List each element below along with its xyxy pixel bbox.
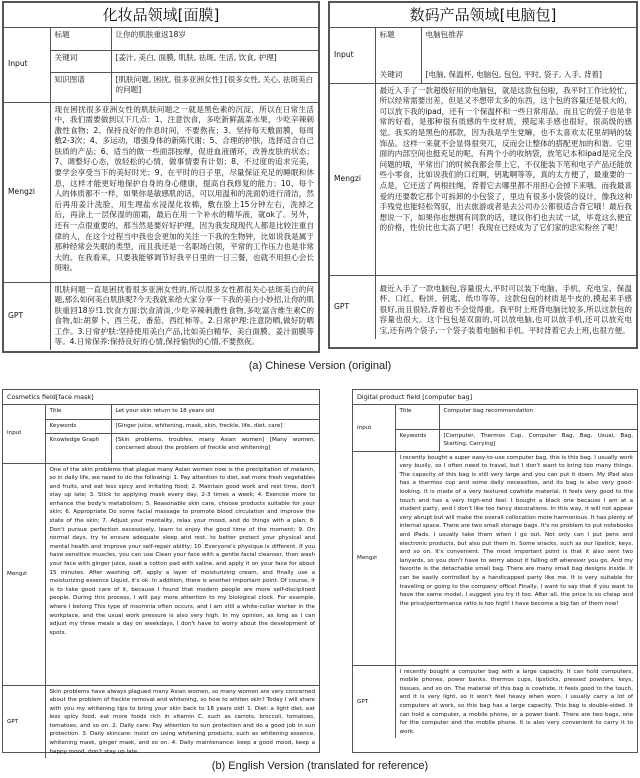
mengzi-output: 现在困扰很多亚洲女性的肌肤问题之一就是黑色素的沉淀，所以在日常生活中，我们需要做到以下几点：1、注意饮食，多吃新鲜蔬菜水果，少吃辛辣刺激性食物；2、保持良好的作息时间，不要熬夜；3、坚持每天敷面膜，每周敷2-3次；4、多运动，增强身体的新陈代谢；5、合理的护肤，选择适合自己肤质的产品；6、适当的做一些面部按摩，促进血液循环，改善皮肤的状态；7、调整好心态，放轻松的心情，做事情要有计划；8、不过度的追求完美，要学会享受当下的美好时光；9、在平时的日子里，尽量保证充足的睡眠和休息，这样才能更好地保护自身的身心健康，提高自我修复的能力；10、每个人的体质都不一样，如果你是敏感肌的话，可以用温和的洗面奶进行清洁，然后再用姜汁洗脸，用生理盐水浸湿化妆棉，敷在脸上15分钟左右，洗掉之后，再涂上一层保湿的面霜，最后在用一个补水的精华液，就ok了。另外，还有一点很重要的，那当然是要好好护理，因为我发现现代人都是比较注重自律的人，在这个过程当中我也会更加的关注一下我的生物钟，比如说我是属于那种经常会失眠的类型，而且我还是一名职场白领，平常的工作压力也是非常大的。在我看来，只要我能够调节好我平日里的一日三餐，也就不用担心会长斑啦。	[50, 102, 318, 282]
field-value: [Ginger juice, whitening, mask, skin, freckle, life, diet, care]	[111, 419, 319, 433]
en-cosmetics-title: Cosmetics field[face mask]	[3, 390, 319, 405]
field-value: Let your skin return to 18 years old	[111, 405, 319, 419]
field-key: Title	[45, 405, 111, 419]
field-key: Keywords	[45, 419, 111, 433]
gpt-label: GPT	[330, 275, 375, 338]
field-value: 让你的肌肤重返18岁	[111, 28, 318, 50]
gpt-label: GPT	[4, 282, 50, 350]
zh-digital-table	[330, 28, 636, 339]
en-digital-panel	[352, 389, 638, 753]
field-key: 标题	[50, 28, 111, 50]
zh-digital-title: 数码产品领域[电脑包]	[330, 3, 636, 28]
field-key: 知识图谱	[50, 72, 111, 102]
field-value: [Skin problems, troubles, many Asian women] [Many women, concerned about the problem of freckle and whitening]	[111, 433, 319, 463]
zh-cosmetics-table	[4, 28, 318, 350]
field-key: Knowledge Graph	[45, 433, 111, 463]
caption-english: (b) English Version (translated for reference)	[211, 760, 429, 772]
en-cosmetics-panel	[2, 389, 320, 753]
mengzi-label: Mengzi	[353, 451, 395, 665]
field-key: 关键词	[50, 50, 111, 72]
field-value: [Computer, Thermos Cup, Computer Bag, Bag, Usual, Bag, Starting, Carrying]	[439, 429, 637, 451]
field-value: Computer bag recommendation	[439, 405, 637, 429]
field-key: Title	[395, 405, 439, 429]
mengzi-output: 最近入手了一款超级好用的电脑包，就是这款包包啦，我平时工作比较忙，所以经常需要出差，但是又不想带太多的东西，这个包的容量还是很大的，可以放下我的ipad，还有一个保温杯和一些日常用品，而且它的袋子也是非常的好看，是那种很有质感的牛皮材质，摸起来手感也很好，很高级的感觉。我买的是黑色的那款，因为我是学生党嘛，也不太喜欢太花里胡哨的装饰品。这样一来就不会显得很突兀，反而会让整体的搭配更加的和谐。它里面的内部空间也挺充足的呢，有两个小的收纳袋，放笔记本和ipad是完全没问题的哦，平常出门的时候我都会带上它，不仅能装下笔和电子产品还能放些小零食，比如说我们的口红啊，钥匙啊等等，真的太方便了，最重要的一点是，它还送了两根挂绳，背着它去哪里都不用担心会掉下来哦。而我最喜爱的还要数它那个可拆卸的小包袋了，里边有很多小袋袋的设计，像我这种手残党也能轻松驾驭，出去旅游或者是去公司办公都很适合背它哦！最后我想说一下，如果你也想拥有同款的话，建议你们也去试一试，毕竟这么便宜的价格，性价比也太高了吧！我现在已经成为了它们家的忠实粉丝了呢！	[375, 83, 636, 275]
field-value: [电脑, 保温杯, 电脑包, 包包, 平时, 袋子, 入手, 背着]	[421, 68, 636, 83]
gpt-output: 肌肤问题一直是困扰着很多亚洲女性的,所以很多女性都很关心祛斑美白的问题,那么如何美白肌肤呢?今天我就来给大家分享一下我的美白小妙招,让你的肌肤重回18岁!1.饮食方面:饮食清淡,少吃辛辣刺激性食物,多吃富含维生素C的食物,如:胡萝卜、西兰花、番茄、西红柿等。2.日常护理:注意防晒,做好防晒工作。3.日常护肤:坚持使用美白产品,比如美白精华、美白面膜、姜汁面膜等等。4.日常保养:保持良好的心情,保持愉快的心情,不要熬夜。	[50, 282, 318, 350]
en-digital-table	[353, 405, 637, 738]
field-value: [姜汁, 美白, 面膜, 肌肤, 祛斑, 生活, 饮食, 护理]	[111, 50, 318, 72]
gpt-label: GPT	[353, 665, 395, 738]
gpt-label: GPT	[3, 685, 45, 758]
zh-cosmetics-title: 化妆品领域[面膜]	[4, 3, 318, 28]
caption-chinese: (a) Chinese Version (original)	[248, 360, 392, 372]
zh-cosmetics-panel	[2, 1, 320, 353]
gpt-output: I recently bought a computer bag with a large capacity. It can hold computers, mobile phones, power banks, thermos cups, lipsticks, pressed powders, keys, tissues, and so on. The material of this bag is cowhide, it feels good to the touch, and it is very light, so it won't feel heavy when worn. I usually carry a lot of computers at work, so this bag has a large capacity. This bag is double-sided. It can hold a computer, a mobile phone, or a power bank. There are two bags, one for the computer and the mobile phone. It is also very convenient to carry it to work.	[395, 665, 637, 738]
mengzi-output: One of the skin problems that plague many Asian women now is the precipitation of melanin, so in daily life, we need to do the following: 1. Pay attention to diet, eat more fresh vegetables and fruits, and eat less spicy and irritating food; 2. Maintain good work and rest time, don't stay up late; 3. Stick to applying mask every day, 2-3 times a week; 4. Exercise more to enhance the body's metabolism; 5. Reasonable skin care, choose products suitable for your skin; 6. Appropriate Do some facial massage to promote blood circulation and improve the state of the skin; 7. Adjust your mentality, relax your mood, and do things with a plan; 8. Don't pursue perfection excessively, learn to enjoy the good time of the moment; 9. On normal days, try to ensure adequate sleep and rest, to better protect your physical and mental health and improve your self-repair ability; 10. Everyone's physique is different. If you have sensitive muscles, you can use Clean your face with a gentle facial cleanser, then wash your face with ginger juice, soak a cotton pad with saline, and apply it on your face for about 15 minutes. After washing off, apply a layer of moisturizing cream, and finally use a moisturizing essence Liquid, it's ok. In addition, there is another important point. Of course, it is to take good care of it, because I found that modern people are more self-disciplined people. During this process, I will pay more attention to my biological clock. For example, where I belong This type of insomnia often occurs, and I am still a white-collar worker in the workplace, and the usual work pressure is also very high. In my opinion, as long as I can adjust my three meals a day on weekdays, I don't have to worry about the development of spots.	[45, 463, 319, 685]
field-key: Keywords	[395, 429, 439, 451]
input-label: Input	[330, 28, 375, 83]
field-value: [肌肤问题, 困扰, 很多亚洲女性] [很多女性, 关心, 祛斑美白的问题]	[111, 72, 318, 102]
mengzi-output: I recently bought a super easy-to-use computer bag, this is this bag. I usually work very busily, so I often need to travel, but I don't want to bring too many things. The capacity of this bag is still very large and you can put it down. My iPad also has a thermos cup and some daily necessities, and its bag is also very good-looking. It is made of a very textured cowhide material. It feels very good to the touch and has a very high-end feel. I bought a black one because I am at a student party, and I don't like too fancy decorations. In this way, it will not appear very abrupt but will make the overall collocation more harmonious. It has plenty of internal space. There are two small storage bags. It's no problem to put notebooks and iPads. I usually take them when I go out. Not only can I put pens and electronic products, but also put them in. Some snacks, such as our lipstick, keys, and so on. It's convenient. The most important point is that it also sent two lanyards, so you don't have to worry about it falling off wherever you go. And my favorite is the detachable small bag. There are many small bag designs inside. It can be easily controlled by a handicapped party like me. It is very suitable for traveling or going to the company office! Finally, I want to say that if you want to have the same model, I suggest you try it too. After all, the price is so cheap and the price/performance ratio is too high! I have become a big fan of them now!	[395, 451, 637, 665]
input-label: Input	[4, 28, 50, 102]
mengzi-label: Mengzi	[3, 463, 45, 685]
mengzi-label: Mengzi	[4, 102, 50, 282]
input-label: Input	[3, 405, 45, 463]
gpt-output: Skin problems have always plagued many Asian women, so many women are very concerned about the problem of freckle removal and whitening, so how to whiten skin? Today I will share with you my whitening tips to bring your skin back to 18 years old! 1. Diet: a light diet, eat less spicy food, eat more foods rich in vitamin C, such as carrots, broccoli, tomatoes, tomatoes, and so on. 2. Daily care: Pay attention to sun protection and do a good job in sun protection. 3. Daily skincare: insist on using whitening products, such as whitening essence, whitening mask, ginger mask, and so on. 4. Daily maintenance: keep a good mood, keep a happy mood, don't stay up late.	[45, 685, 319, 758]
en-cosmetics-table	[3, 405, 319, 758]
en-digital-title: Digital product field [computer bag]	[353, 390, 637, 405]
field-key: 标题	[375, 28, 421, 68]
gpt-output: 最近入手了一款电脑包,容量很大,平时可以装下电脑、手机、充电宝、保温杯、口红、粉饼、钥匙、纸巾等等。这款包包的材质是牛皮的,摸起来手感很好,而且很轻,背着也不会觉得重。我平时上班背电脑比较多,所以这款包的容量也很大。这个包包是双面的,可以放电脑,也可以放手机,还可以放充电宝,还有两个袋子,一个袋子装着电脑和手机。平时背着它去上班,也很方便。	[375, 275, 636, 338]
zh-digital-panel	[328, 1, 638, 349]
input-label: Input	[353, 405, 395, 451]
mengzi-label: Mengzi	[330, 83, 375, 275]
field-value: 电脑包推荐	[421, 28, 636, 68]
field-key: 关键词	[375, 68, 421, 83]
